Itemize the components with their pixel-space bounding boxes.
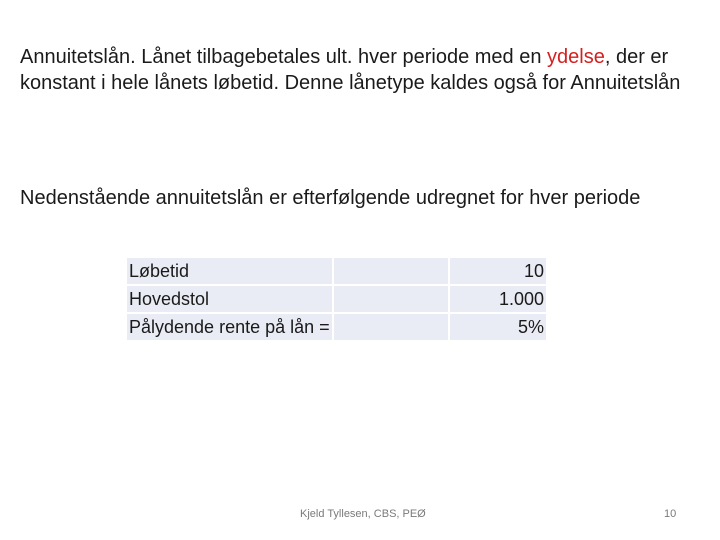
table-row-interest — [127, 313, 546, 341]
table-row-term — [127, 258, 546, 285]
description-paragraph: Nedenstående annuitetslån er efterfølgende udregnet for hver periode — [20, 187, 641, 209]
empty-cell — [334, 286, 448, 312]
footer-author: Kjeld Tyllesen, CBS, PEØ — [300, 508, 426, 520]
intro-text-start: Annuitetslån. Lånet tilbagebetales ult. hver periode med en — [20, 46, 548, 68]
term-value: 10 — [450, 258, 546, 284]
loan-parameters-table — [127, 258, 546, 341]
principal-value: 1.000 — [450, 286, 546, 312]
empty-cell — [334, 314, 448, 340]
principal-label: Hovedstol — [127, 286, 332, 312]
interest-label: Pålydende rente på lån = — [127, 314, 332, 340]
highlighted-term: ydelse — [547, 46, 605, 68]
page-number: 10 — [664, 508, 677, 520]
intro-text-end: , der er konstant i hele lånets løbetid. Denne lånetype kaldes også for Annuitetslån — [20, 46, 681, 94]
table-row-principal — [127, 285, 546, 313]
empty-cell — [334, 258, 448, 284]
interest-value: 5% — [450, 314, 546, 340]
term-label: Løbetid — [127, 258, 332, 284]
intro-paragraph — [20, 44, 710, 96]
